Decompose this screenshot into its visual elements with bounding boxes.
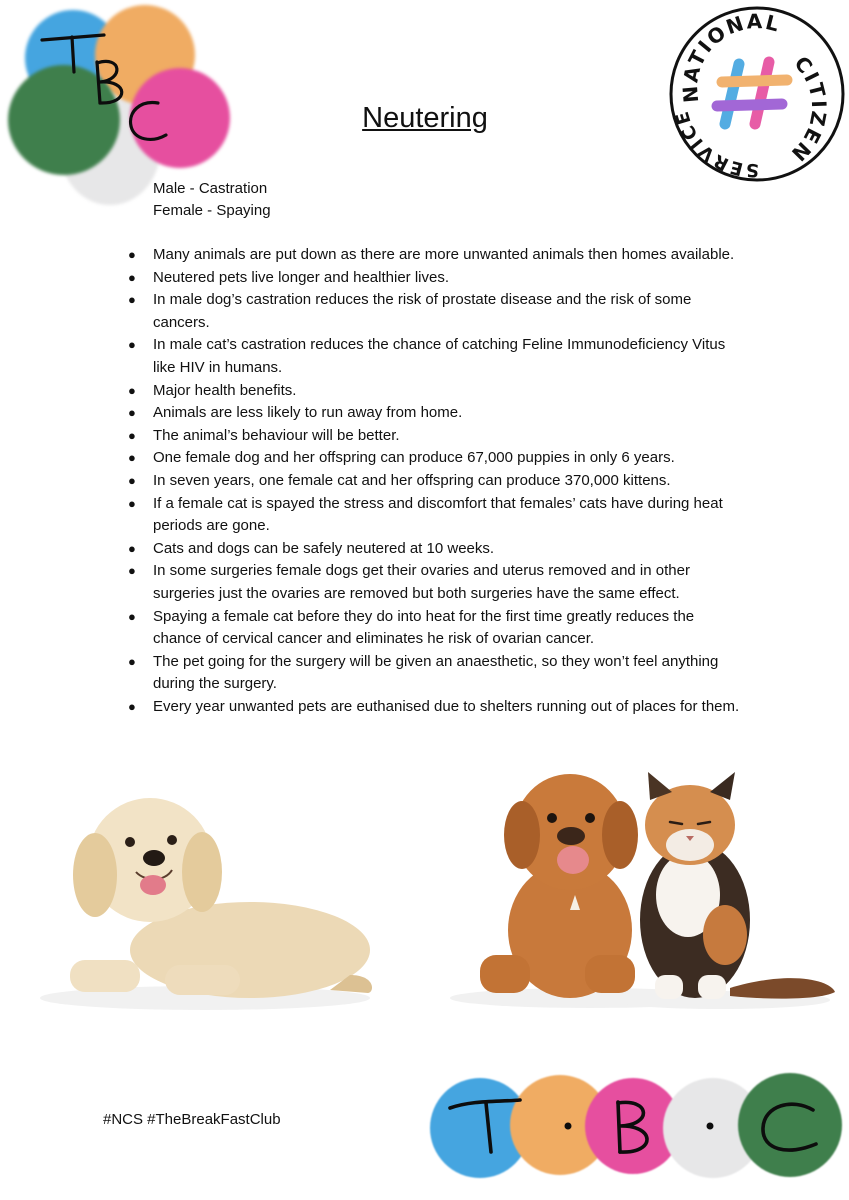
term-male: Male - Castration bbox=[153, 180, 268, 197]
pets-illustration bbox=[30, 760, 840, 1020]
badge-text-national: NATIONAL bbox=[677, 9, 784, 104]
term-female: Female - Spaying bbox=[153, 202, 271, 219]
neutering-terms bbox=[153, 178, 271, 222]
bullet-icon: ● bbox=[128, 382, 136, 398]
cat-calico-image bbox=[610, 772, 835, 1009]
list-item: ● In some surgeries female dogs get their ovaries and uterus removed and in other surgeries just the ovaries are removed but both surgeries have the same effect. bbox=[128, 562, 690, 602]
list-item: ● One female dog and her offspring can produce 67,000 puppies in only 6 years. bbox=[120, 447, 740, 470]
bullet-icon: ● bbox=[128, 540, 136, 556]
list-item: ● In male cat’s castration reduces the chance of catching Feline Immunodeficiency Vitus like HIV in humans. bbox=[128, 336, 726, 376]
bullet-icon: ● bbox=[128, 269, 136, 285]
badge-text-citizen: CITIZEN bbox=[785, 51, 832, 168]
list-item: ● Neutered pets live longer and healthier lives. bbox=[120, 267, 740, 290]
bullet-icon: ● bbox=[128, 495, 136, 511]
bullet-icon: ● bbox=[128, 292, 136, 308]
list-item: ● Many animals are put down as there are more unwanted animals then homes available. bbox=[120, 244, 740, 267]
bullet-icon: ● bbox=[128, 698, 136, 714]
list-item: ● Spaying a female cat before they do into heat for the first time greatly reduces the chance of cervical cancer and eliminates he risk of ovarian cancer. bbox=[128, 607, 695, 648]
bullet-icon: ● bbox=[128, 450, 136, 466]
list-item: ● In seven years, one female cat and her offspring can produce 370,000 kittens. bbox=[120, 470, 740, 493]
footer-hashtags: #NCS #TheBreakFastClub bbox=[103, 1111, 281, 1128]
facts-list bbox=[120, 244, 740, 718]
ncs-badge bbox=[667, 4, 847, 184]
list-item: ● In male dog’s castration reduces the risk of prostate disease and the risk of some cancers. bbox=[128, 291, 692, 331]
list-item: ● Cats and dogs can be safely neutered at 10 weeks. bbox=[120, 538, 740, 561]
bullet-icon: ● bbox=[128, 563, 136, 579]
list-item: ● Major health benefits. bbox=[120, 380, 740, 403]
bullet-icon: ● bbox=[128, 337, 136, 353]
badge-text-service: SERVICE bbox=[671, 107, 760, 181]
bullet-icon: ● bbox=[128, 608, 136, 624]
bullet-icon: ● bbox=[128, 247, 136, 262]
bullet-icon: ● bbox=[128, 472, 136, 488]
list-item: ● If a female cat is spayed the stress and discomfort that females’ cats have during heat periods are gone. bbox=[128, 494, 723, 535]
puppy-golden-image bbox=[40, 798, 372, 1010]
bullet-icon: ● bbox=[128, 653, 136, 669]
page-title: Neutering bbox=[362, 102, 488, 134]
bullet-icon: ● bbox=[128, 427, 136, 443]
list-item: ● Animals are less likely to run away from home. bbox=[120, 402, 740, 425]
bullet-icon: ● bbox=[128, 405, 136, 421]
list-item: ● The animal’s behaviour will be better. bbox=[120, 425, 740, 448]
list-item: ● Every year unwanted pets are euthanised due to shelters running out of places for them. bbox=[120, 696, 740, 719]
list-item: ● The pet going for the surgery will be given an anaesthetic, so they won’t feel anything during the surgery. bbox=[128, 652, 719, 693]
tbc-logo-bottom bbox=[428, 1070, 848, 1185]
